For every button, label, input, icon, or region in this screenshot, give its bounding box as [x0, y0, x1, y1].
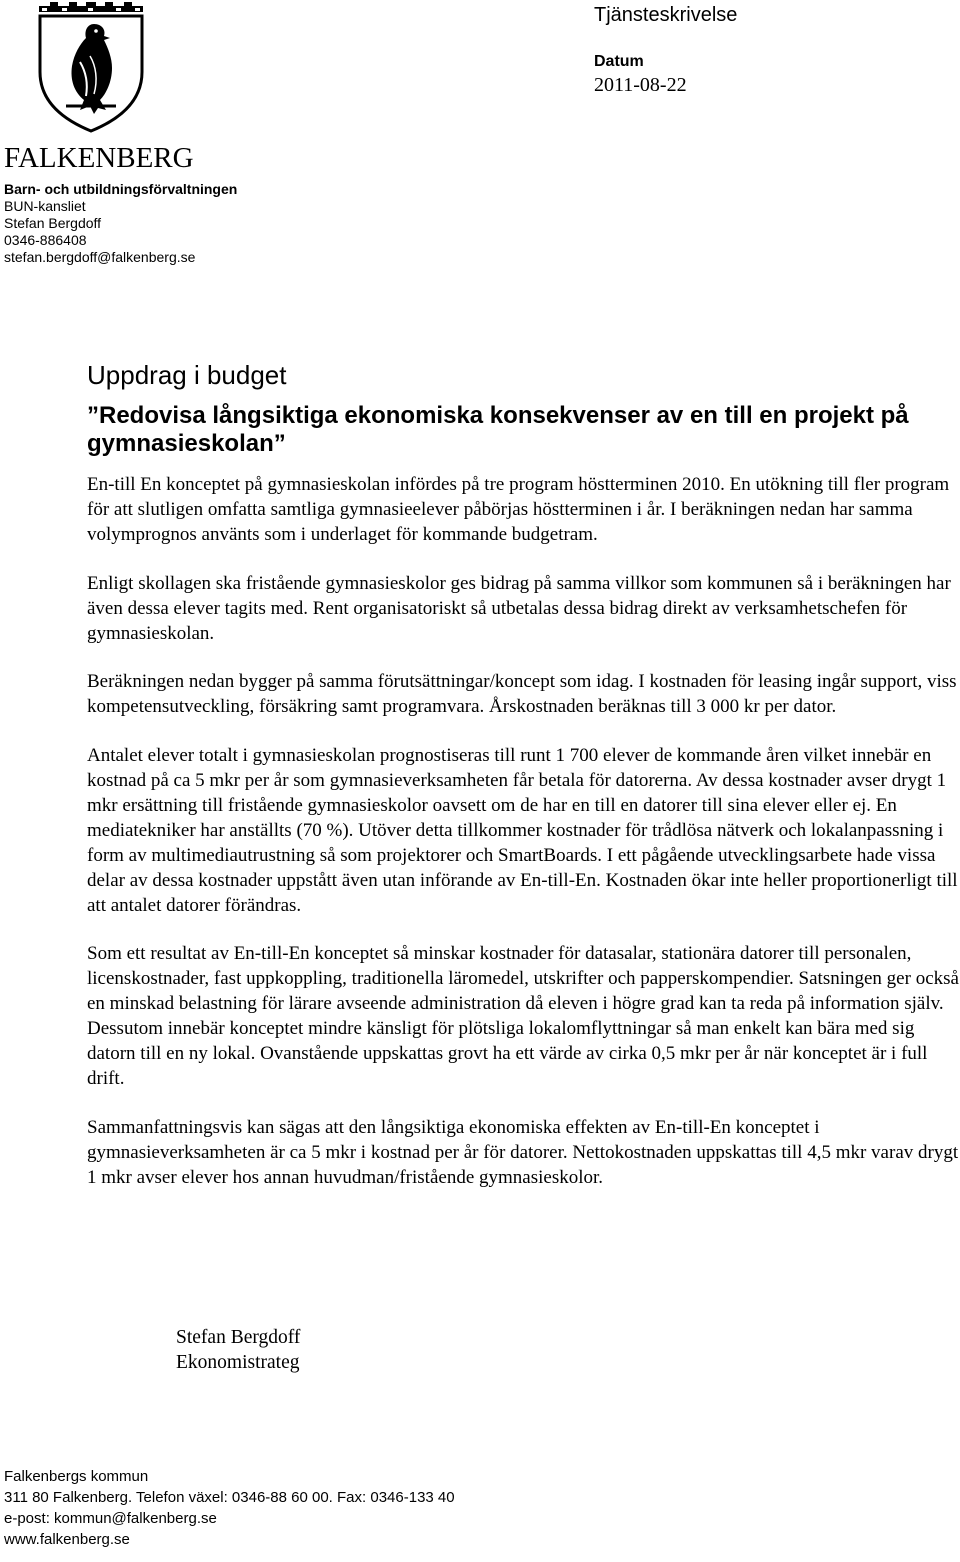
document-type: Tjänsteskrivelse	[594, 4, 738, 26]
footer-address: 311 80 Falkenberg. Telefon växel: 0346-88 60 00. Fax: 0346-133 40	[4, 1489, 455, 1506]
signature-name: Stefan Bergdoff	[176, 1327, 301, 1348]
signature-role: Ekonomistrateg	[176, 1352, 300, 1373]
date-value: 2011-08-22	[594, 74, 687, 96]
footer-org: Falkenbergs kommun	[4, 1468, 149, 1485]
sender-unit: Barn- och utbildningsförvaltningen	[4, 181, 238, 197]
paragraph: Enligt skollagen ska fristående gymnasieskolor ges bidrag på samma villkor som kommunen så i beräkningen har även dessa elever tagits med. Rent organisatoriskt så utbetalas dessa bidrag direkt av verksamhetschefen för gymnasieskolan.	[87, 572, 951, 644]
paragraph: Antalet elever totalt i gymnasieskolan prognostiseras till runt 1 700 elever de kommande åren vilket innebär en kostnad på ca 5 mkr per år som gymnasieverksamheten får betala för datorerna. Av dessa kostnader avser drygt 1 mkr ersättning till fristående gymnasieskolor oavsett om de har en till en datorer till sina elever eller ej. En mediatekniker har anställts (70 %). Utöver detta tillkommer kostnader för trådlösa nätverk och lokalanpassning i form av multimediautrustning så som projektorer och SmartBoards. I ett pågående utvecklingsarbete hade vissa delar av dessa kostnader uppstått även utan införande av En-till-En. Kostnaden ökar inte heller proportionerligt till att antalet datorer förändras.	[87, 744, 958, 916]
sender-email[interactable]: stefan.bergdoff@falkenberg.se	[4, 249, 196, 265]
date-label: Datum	[594, 53, 644, 70]
paragraph: Sammanfattningsvis kan sägas att den långsiktiga ekonomiska effekten av En-till-En konceptet i gymnasieverksamheten är ca 5 mkr i kostnad per år för datorer. Nettokostnaden uppskattas till 4,5 mkr varav drygt 1 mkr avser elever hos annan huvudman/fristående gymnasieskolor.	[87, 1116, 959, 1188]
signature-block	[176, 1325, 300, 1375]
document-body	[87, 472, 959, 1214]
page-title: Uppdrag i budget	[87, 360, 287, 390]
footer-web[interactable]: www.falkenberg.se	[4, 1531, 130, 1548]
sender-department: BUN-kansliet	[4, 198, 86, 214]
logo-wordmark: FALKENBERG	[4, 142, 194, 174]
page-subtitle: ”Redovisa långsiktiga ekonomiska konsekvenser av en till en projekt på gymnasieskolan”	[87, 402, 909, 457]
sender-block	[4, 181, 237, 266]
sender-phone: 0346-886408	[4, 232, 87, 248]
paragraph: Beräkningen nedan bygger på samma förutsättningar/koncept som idag. I kostnaden för leasing ingår support, viss kompetensutveckling, försäkring samt programvara. Årskostnaden beräknas till 3 000 kr per dator.	[87, 671, 957, 718]
paragraph: En-till En konceptet på gymnasieskolan infördes på tre program höstterminen 2010. En utökning till fler program för att slutligen omfatta samtliga gymnasieelever påbörjas höstterminen i år. I beräkningen nedan har samma volymprognos använts som i underlaget för kommande budgetram.	[87, 474, 950, 545]
footer	[4, 1466, 455, 1550]
paragraph: Som ett resultat av En-till-En konceptet så minskar kostnader för datasalar, stationära datorer till personalen, licenskostnader, fast uppkoppling, traditionella läromedel, utskrifter och papperskompendier. Satsningen ger också en minskad belastning för lärare avseende administration då eleven i högre grad kan ta reda på information själv. Dessutom innebär konceptet mindre känsligt för plötsliga lokalomflyttningar så man enkelt kan bära med sig datorn till en ny lokal. Ovanstående uppskattas grovt ha ett värde av cirka 0,5 mkr per år när konceptet är i full drift.	[87, 943, 959, 1090]
coat-of-arms-logo	[36, 2, 146, 134]
footer-email[interactable]: e-post: kommun@falkenberg.se	[4, 1510, 217, 1527]
sender-name: Stefan Bergdoff	[4, 215, 102, 231]
